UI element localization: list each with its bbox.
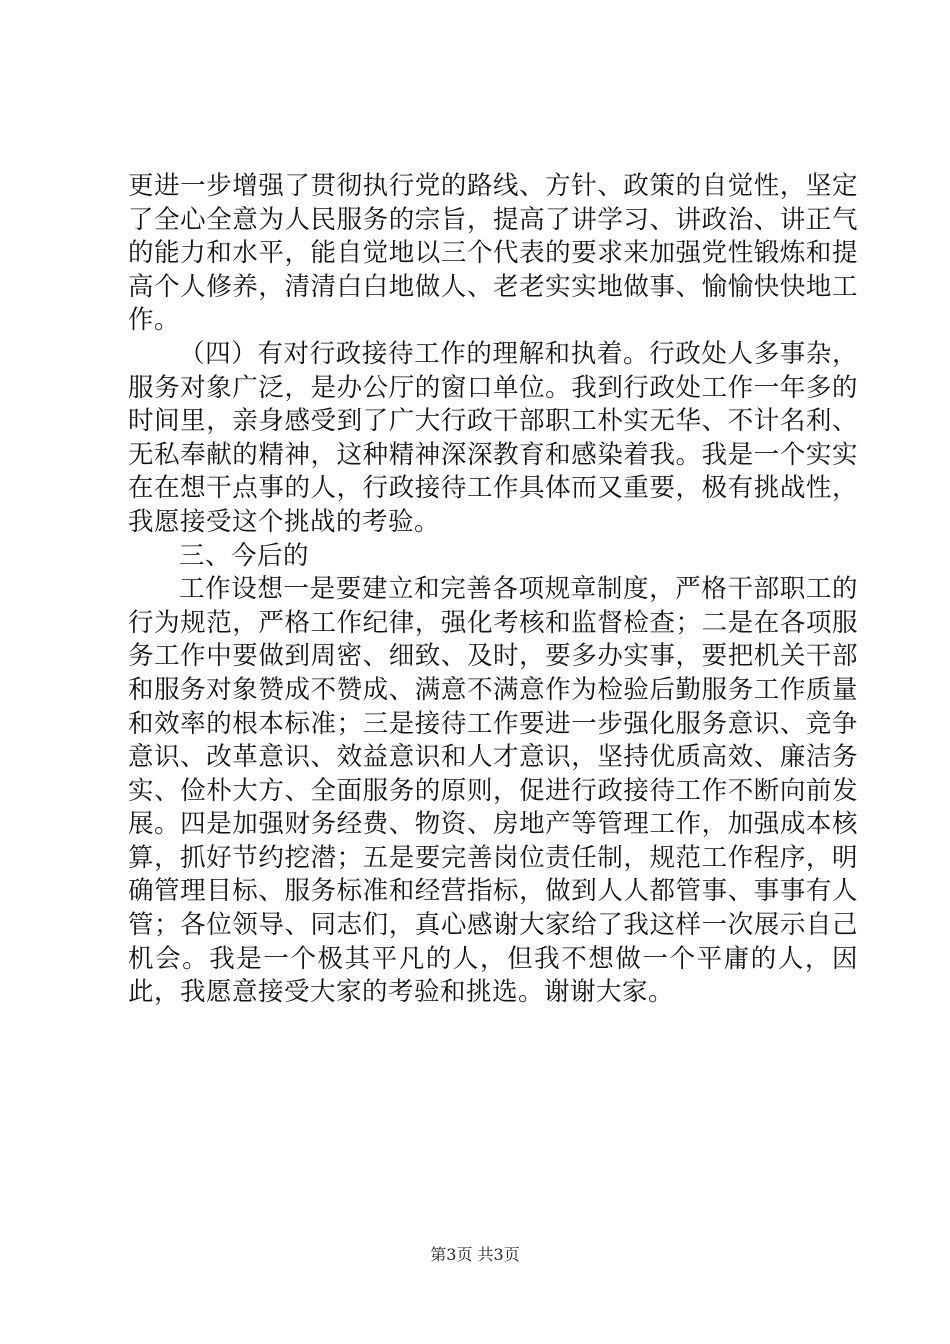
page-number: 第3页 xyxy=(430,1245,473,1264)
section-heading: 三、今后的 xyxy=(179,540,310,571)
document-body xyxy=(128,170,858,1010)
paragraph-3: 工作设想一是要建立和完善各项规章制度，严格干部职工的行为规范，严格工作纪律，强化考核和监督检查；二是在各项服务工作中要做到周密、细致、及时，要多办实事，要把机关干部和服务对象赞成不赞成、满意不满意作为检验后勤服务工作质量和效率的根本标准；三是接待工作要进一步强化服务意识、竞争意识、改革意识、效益意识和人才意识，坚持优质高效、廉洁务实、俭朴大方、全面服务的原则，促进行政接待工作不断向前发展。四是加强财务经费、物资、房地产等管理工作，加强成本核算，抓好节约挖潜；五是要完善岗位责任制，规范工作程序，明确管理目标、服务标准和经营指标，做到人人都管事、事事有人管；各位领导、同志们，真心感谢大家给了我这样一次展示自己机会。我是一个极其平凡的人，但我不想做一个平庸的人，因此，我愿意接受大家的考验和挑选。谢谢大家。 xyxy=(128,574,858,1008)
paragraph-1: 更进一步增强了贯彻执行党的路线、方针、政策的自觉性，坚定了全心全意为人民服务的宗旨，提高了讲学习、讲政治、讲正气的能力和水平，能自觉地以三个代表的要求来加强党性锻炼和提高个人修养，清清白白地做人、老老实实地做事、愉愉快快地工作。 xyxy=(128,171,858,336)
paragraph-2: （四）有对行政接待工作的理解和执着。行政处人多事杂，服务对象广泛，是办公厅的窗口单位。我到行政处工作一年多的时间里，亲身感受到了广大行政干部职工朴实无华、不计名利、无私奉献的精神，这种精神深深教育和感染着我。我是一个实实在在想干点事的人，行政接待工作具体而又重要，极有挑战性，我愿接受这个挑战的考验。 xyxy=(128,338,858,537)
page-footer xyxy=(0,1242,950,1265)
page-total: 共3页 xyxy=(477,1245,520,1264)
